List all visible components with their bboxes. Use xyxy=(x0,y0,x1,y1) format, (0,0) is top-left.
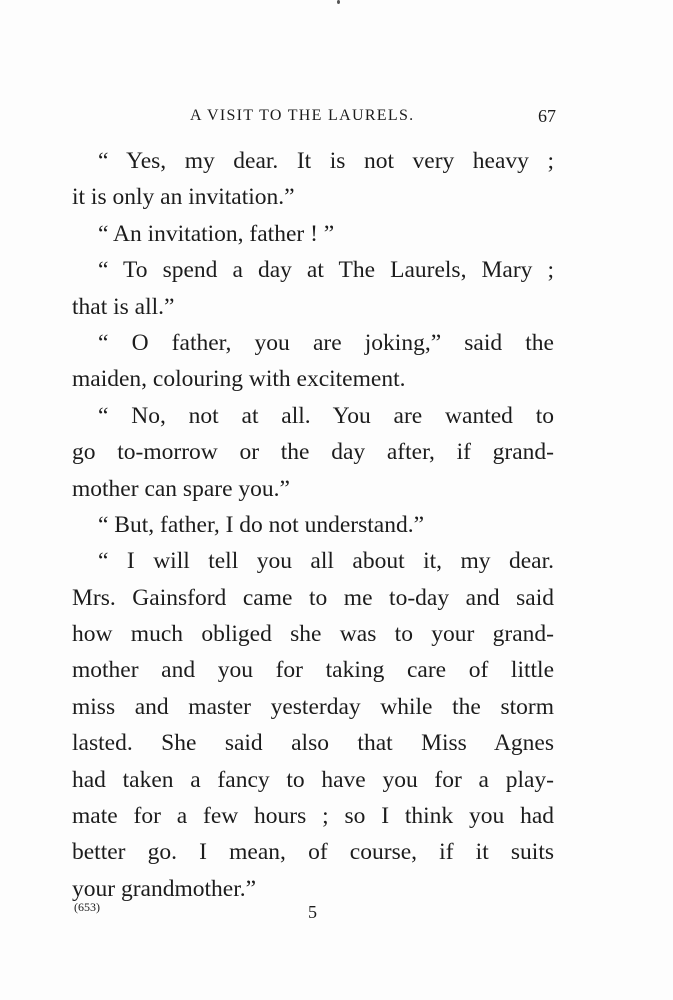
signature-mark: 5 xyxy=(308,902,317,922)
text-line: better go. I mean, of course, if it suits xyxy=(72,839,554,866)
body-text xyxy=(72,143,554,907)
text-line: “ But, father, I do not understand.” xyxy=(98,511,425,538)
running-title: A VISIT TO THE LAURELS. xyxy=(190,107,415,124)
text-line: miss and master yesterday while the storm xyxy=(72,693,554,720)
text-line: lasted. She said also that Miss Agnes xyxy=(72,730,554,757)
text-line: “ No, not at all. You are wanted to xyxy=(98,402,554,429)
text-line: mother and you for taking care of little xyxy=(72,657,554,684)
text-line: had taken a fancy to have you for a play- xyxy=(72,766,554,793)
text-line: maiden, colouring with excitement. xyxy=(72,366,406,393)
text-line: Mrs. Gainsford came to me to-day and said xyxy=(72,584,554,611)
text-line: mate for a few hours ; so I think you had xyxy=(72,803,554,830)
running-head xyxy=(72,107,556,131)
text-line: “ I will tell you all about it, my dear. xyxy=(98,548,554,575)
text-line: that is all.” xyxy=(72,293,175,320)
print-speck xyxy=(337,0,340,4)
text-line: how much obliged she was to your grand- xyxy=(72,621,554,648)
text-line: your grandmother.” xyxy=(72,875,257,902)
text-line: go to-morrow or the day after, if grand- xyxy=(72,439,554,466)
print-mark: (653) xyxy=(74,900,100,914)
text-line: “ To spend a day at The Laurels, Mary ; xyxy=(98,257,554,284)
text-line: “ Yes, my dear. It is not very heavy ; xyxy=(98,148,554,174)
text-line: mother can spare you.” xyxy=(72,475,290,502)
text-line: “ An invitation, father ! ” xyxy=(98,220,335,247)
page-number: 67 xyxy=(538,106,556,126)
text-line: it is only an invitation.” xyxy=(72,184,295,211)
text-line: “ O father, you are joking,” said the xyxy=(98,329,554,356)
